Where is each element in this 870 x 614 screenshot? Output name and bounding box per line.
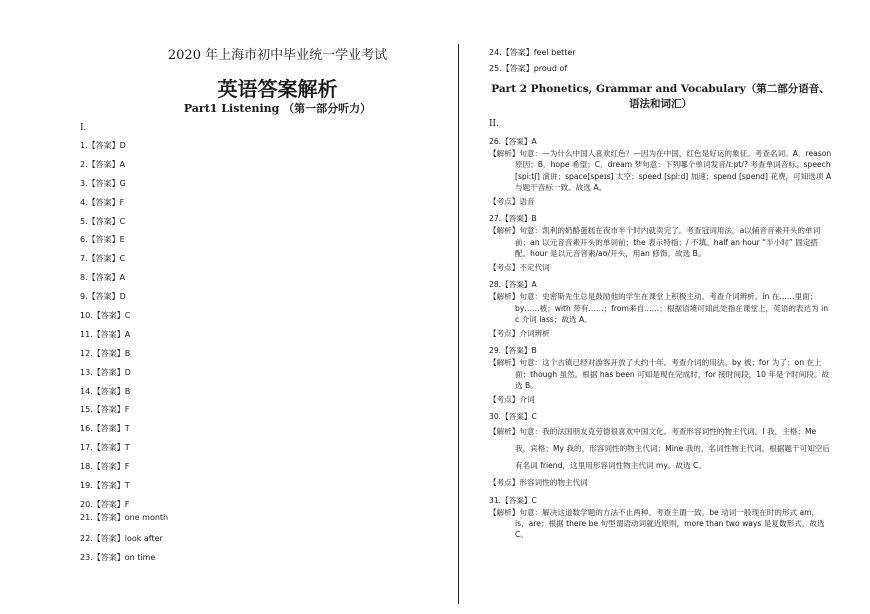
- answer-line: 26.【答案】A: [489, 137, 537, 146]
- answer-item: 23.【答案】on time: [80, 552, 156, 562]
- answer-item: 14.【答案】B: [80, 386, 131, 396]
- answer-item: 22.【答案】look after: [80, 533, 163, 543]
- question-block-29: [489, 345, 832, 405]
- explanation-text: 【解析】句意：这个古镇已经对游客开放了大约十年。考查介词的用法。by 被；for 为了；on 在上面；though 虽然。根据 has been 可知是现在完成时，for 接时间段，10 年是个时间段。故选 B。: [489, 358, 830, 390]
- explanation-text: 【解析】句意：—为什么中国人喜欢红色？—因为在中国，红色是好运的象征。考查名词。A．reason 原因；B．hope 希望；C．dream 梦句意：下列哪个单词发音/ɪːpt/? 考查单词音标。speech [spiːtʃ] 演讲；space[speɪs] 太空；speed [spiːd] 加速；spend [spend] 花费，可知选项 A 与题干音标一致。故选 A。: [489, 149, 832, 192]
- answer-item: 16.【答案】T: [80, 424, 130, 434]
- section-two-marker: II．: [489, 119, 506, 129]
- explanation-text: 【解析】句意：解决这道数学题的方法不止两种。考查主谓一致。be 动词一般现在时的形式 am，is，are；根据 there be 句型谓语动词就近原则，more than two ways 是复数形式，故选 C。: [489, 507, 825, 540]
- answer-item: 5.【答案】C: [80, 216, 126, 226]
- answer-item: 25.【答案】proud of: [489, 64, 568, 73]
- column-divider: [458, 44, 459, 604]
- answer-item: 9.【答案】D: [80, 292, 126, 302]
- answer-item: 19.【答案】T: [80, 481, 130, 491]
- answer-item: 20.【答案】F: [80, 499, 130, 509]
- answer-item: 7.【答案】C: [80, 254, 126, 264]
- answer-item: 6.【答案】E: [80, 235, 125, 245]
- explanation-text: 【解析】句意：我的法国朋友克劳德很喜欢中国文化。考查形容词性的物主代词。I 我，主格；Me 我，宾格；My 我的，形容词性的物主代词；Mine 我的，名词性物主代词。根据题干可知空后有名词 friend，这里用形容词性物主代词 my。故选 C。: [489, 427, 830, 471]
- question-block-26: [489, 136, 832, 207]
- part2-heading: Part 2 Phonetics, Grammar and Vocabulary（第二部分语音、语法和词汇）: [491, 83, 830, 110]
- keypoint-label: 【考点】介词辨析: [489, 329, 550, 339]
- answer-item: 15.【答案】F: [80, 405, 130, 415]
- answer-item: 17.【答案】T: [80, 443, 130, 453]
- answer-item: 21.【答案】one month: [80, 512, 169, 522]
- right-column: [489, 48, 832, 540]
- answer-item: 11.【答案】A: [80, 329, 131, 339]
- answer-item: 3.【答案】G: [80, 178, 126, 188]
- exam-title: 2020 年上海市初中毕业统一学业考试: [167, 48, 388, 63]
- question-block-27: [489, 213, 832, 273]
- answer-line: 28.【答案】A: [489, 280, 537, 290]
- question-block-28: [489, 279, 832, 339]
- keypoint-label: 【考点】语音: [489, 197, 535, 207]
- answer-item: 2.【答案】A: [80, 159, 126, 169]
- explanation-text: 【解析】句意：史密斯先生总是鼓励他的学生在课堂上积极主动。考查介词辨析。in 在……里面；by……被；with 带有……；from来自……；根据语境可知此处指在课堂上，英语的表达为 in c 介词 lass；故选 A。: [489, 292, 829, 324]
- answer-item: 24.【答案】feel better: [489, 48, 576, 57]
- section-one-marker: I．: [80, 123, 93, 133]
- answer-item: 10.【答案】C: [80, 311, 131, 321]
- keypoint-label: 【考点】不定代词: [489, 263, 550, 273]
- answer-line: 27.【答案】B: [489, 214, 537, 224]
- document-subtitle: 英语答案解析: [217, 77, 338, 101]
- part1-heading: Part1 Listening （第一部分听力）: [183, 102, 372, 115]
- answer-line: 30.【答案】C: [489, 412, 537, 422]
- answer-item: 1.【答案】D: [80, 141, 126, 150]
- listening-answer-list: [80, 141, 435, 572]
- answer-item: 13.【答案】D: [80, 367, 131, 377]
- answer-item: 8.【答案】A: [80, 273, 126, 283]
- answer-line: 31.【答案】C: [489, 495, 537, 505]
- left-column: [80, 48, 435, 572]
- answer-item: 4.【答案】F: [80, 197, 125, 207]
- answer-line: 29.【答案】B: [489, 346, 537, 356]
- answer-item: 18.【答案】F: [80, 462, 130, 472]
- explanation-text: 【解析】句意：凯利的奶酪蛋糕在夜市半个时内就卖完了。考查冠词用法。a以辅音音素开头的单词前；an 以元音音素开头的单词前；the 表示特指；/ 不填。half an hour “半小时” 固定搭配。hour 是以元音音素/aʊ/开头，用an 修饰。故选 B。: [489, 226, 821, 258]
- question-block-31: [489, 495, 832, 541]
- answer-item: 12.【答案】B: [80, 348, 131, 358]
- question-block-30: [489, 411, 832, 488]
- keypoint-label: 【考点】介词: [489, 395, 535, 405]
- keypoint-label: 【考点】形容词性的物主代词: [489, 478, 588, 488]
